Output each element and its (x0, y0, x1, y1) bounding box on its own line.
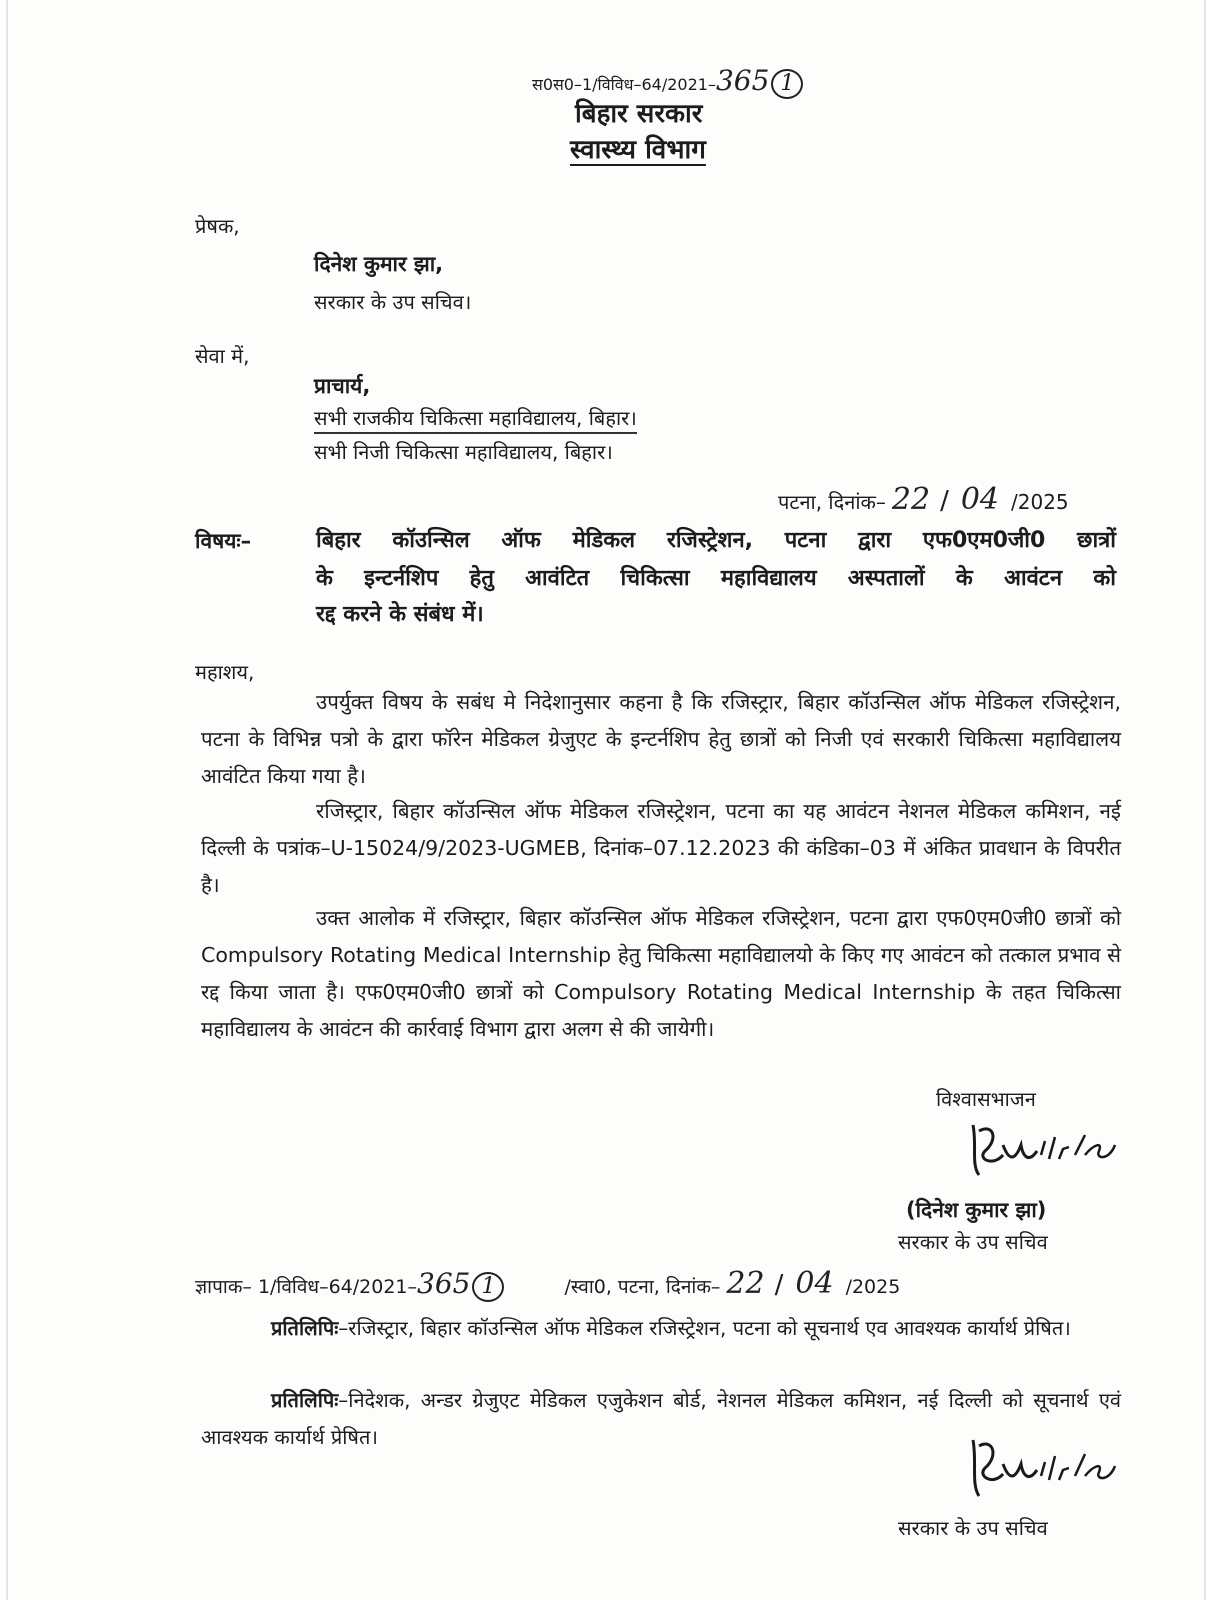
recipient-line-2: सभी निजी चिकित्सा महाविद्यालय, बिहार। (314, 440, 613, 464)
signature-1 (963, 1115, 1123, 1185)
closing-designation: सरकार के उप सचिव (898, 1230, 1048, 1254)
memo-number-handwritten: 365 (417, 1267, 471, 1300)
subject-line-1: बिहार कॉउन्सिल ऑफ मेडिकल रजिस्ट्रेशन, पटना द्वारा एफ0एम0जी0 छात्रों (316, 528, 1116, 553)
recipient-title: प्राचार्य, (314, 374, 371, 398)
document-page (6, 0, 1206, 1600)
para3-text: उक्त आलोक में रजिस्ट्रार, बिहार कॉउन्सिल ऑफ मेडिकल रजिस्ट्रेशन, पटना द्वारा एफ0एम0जी0 छात्रों को Compulsory Rotating Medical Internship हेतु चिकित्सा महाविद्यालयो के किए गए आवंटन को तत्काल प्रभाव से रद्द किया जाता है। एफ0एम0जी0 छात्रों को Compulsory Rotating Medical Internship के तहत चिकित्सा महाविद्यालय के आवंटन की कार्रवाई विभाग द्वारा अलग से की जायेगी। (201, 906, 1121, 1041)
sender-name: दिनेश कुमार झा, (314, 252, 444, 276)
ref-circled: 1 (771, 69, 803, 99)
ref-prefix: स0स0–1/विविध–64/2021– (532, 75, 716, 94)
salutation: महाशय, (195, 660, 255, 684)
body-paragraph-1 (201, 684, 1121, 795)
department-name: स्वास्थ्य विभाग (570, 135, 706, 165)
government-name: बिहार सरकार (575, 99, 703, 129)
ref-number-handwritten: 365 (715, 64, 770, 97)
memo-mid: /स्वा0, पटना, दिनांक– (564, 1276, 721, 1298)
body-paragraph-2 (201, 793, 1121, 904)
subject-line-3: रद्द करने के संबंध में। (316, 602, 484, 627)
memo-day: 22 (726, 1266, 765, 1301)
para2-text: रजिस्ट्रार, बिहार कॉउन्सिल ऑफ मेडिकल रजिस्ट्रेशन, पटना का यह आवंटन नेशनल मेडिकल कमिशन, नई दिल्ली के पत्रांक–U-15024/9/2023-UGMEB, दिनांक–07.12.2023 की कंडिका–03 में अंकित प्रावधान के विपरीत है। (201, 799, 1121, 897)
footer-designation: सरकार के उप सचिव (898, 1516, 1048, 1540)
subject-line-2: के इन्टर्नशिप हेतु आवंटित चिकित्सा महाविद्यालय अस्पतालों के आवंटन को (316, 566, 1116, 591)
memo-prefix: ज्ञापाक– 1/विविध–64/2021– (195, 1276, 418, 1298)
subject-label: विषयः– (195, 529, 252, 553)
closing-signatory: (दिनेश कुमार झा) (906, 1198, 1047, 1222)
copy-1-text: –रजिस्ट्रार, बिहार कॉउन्सिल ऑफ मेडिकल रजिस्ट्रेशन, पटना को सूचनार्थ एव आवश्यक कार्यार्थ प्रेषित। (338, 1316, 1071, 1340)
date-prefix: पटना, दिनांक– (778, 490, 886, 514)
date-day: 22 (891, 482, 931, 517)
recipient-label: सेवा में, (195, 344, 250, 368)
copy-1 (201, 1310, 1121, 1347)
sender-designation: सरकार के उप सचिव। (314, 290, 472, 314)
copy-1-label: प्रतिलिपिः (271, 1316, 339, 1340)
para1-text: उपर्युक्त विषय के सबंध मे निदेशानुसार कहना है कि रजिस्ट्रार, बिहार कॉउन्सिल ऑफ मेडिकल रजिस्ट्रेशन, पटना के विभिन्न पत्रो के द्वारा फॉरेन मेडिकल ग्रेजुएट के इन्टर्नशिप हेतु छात्रों को निजी एवं सरकारी चिकित्सा महाविद्यालय आवंटित किया गया है। (201, 690, 1121, 788)
letter-date: पटना, दिनांक– 22 / 04 /2025 (778, 482, 1069, 517)
body-paragraph-3 (201, 900, 1121, 1048)
copy-2-label: प्रतिलिपिः (271, 1388, 339, 1412)
sender-label: प्रेषक, (195, 214, 240, 238)
copy-2-text: –निदेशक, अन्डर ग्रेजुएट मेडिकल एजुकेशन बोर्ड, नेशनल मेडिकल कमिशन, नई दिल्ली को सूचनार्थ एवं आवश्यक कार्यार्थ प्रेषित। (201, 1388, 1121, 1449)
memo-month: 04 (795, 1266, 834, 1301)
memo-line: ज्ञापाक– 1/विविध–64/2021–365 1 /स्वा0, पटना, दिनांक– 22 / 04 /2025 (195, 1266, 901, 1301)
recipient-line-1: सभी राजकीय चिकित्सा महाविद्यालय, बिहार। (314, 404, 637, 434)
closing-yours: विश्वासभाजन (936, 1087, 1036, 1111)
signature-2 (963, 1432, 1123, 1507)
memo-circled: 1 (472, 1272, 504, 1302)
date-year: /2025 (1011, 490, 1069, 514)
memo-year: /2025 (845, 1276, 901, 1298)
date-month: 04 (960, 482, 1000, 517)
